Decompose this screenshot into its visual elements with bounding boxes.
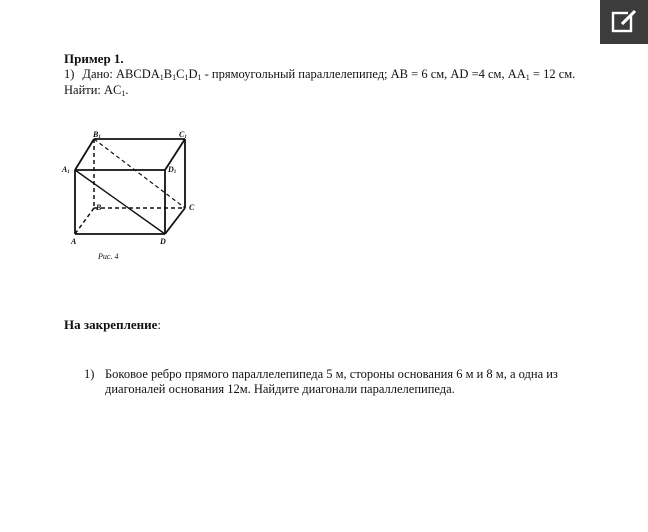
parallelepiped-figure [58,124,208,266]
figure-caption: Рис. 4 [98,252,119,261]
edit-button[interactable] [600,0,648,44]
label-d1: D1 [168,165,177,175]
example-title: Пример 1. [64,51,124,66]
edge-a1-b1 [75,139,94,170]
edit-icon [610,8,638,36]
label-c1: C1 [179,130,187,140]
task-part: - прямоугольный параллелепипед; AB = 6 см, AD =4 см, AA [201,67,526,81]
task-part: B [163,67,173,81]
reinforcement-item [84,367,614,397]
task-part: Дано: ABCDA [82,67,160,81]
task-sub: 1 [197,73,202,82]
label-b1: B1 [93,130,101,140]
hidden-edge-a-b [75,208,94,234]
label-d: D [160,237,166,246]
example-number: 1) [64,67,75,81]
diagonal-a1-d [75,170,165,234]
reinforcement-title: На закрепление: [64,317,162,332]
task-sub: 1 [525,73,530,82]
task-part: D [188,67,198,81]
label-a: A [71,237,77,246]
task-sub: 1 [159,73,164,82]
parallelepiped-drawing [58,124,208,266]
label-c: C [189,203,195,212]
example-task [64,67,612,99]
task-part: C [176,67,185,81]
item-number: 1) [84,367,95,381]
task-sub: 1 [184,73,189,82]
item-text: Боковое ребро прямого параллелепипеда 5 м, стороны основания 6 м и 8 м, а одна из диагоналей основания 12м. Найдите диагонали параллелепипеда. [105,367,558,396]
label-b: B [96,203,102,212]
task-part: . [125,83,129,97]
task-sub: 1 [121,89,126,98]
task-part: = 12 см. Найти: AC [64,67,576,97]
task-sub: 1 [172,73,177,82]
label-a1: A1 [62,165,70,175]
edge-c-d [165,208,185,234]
